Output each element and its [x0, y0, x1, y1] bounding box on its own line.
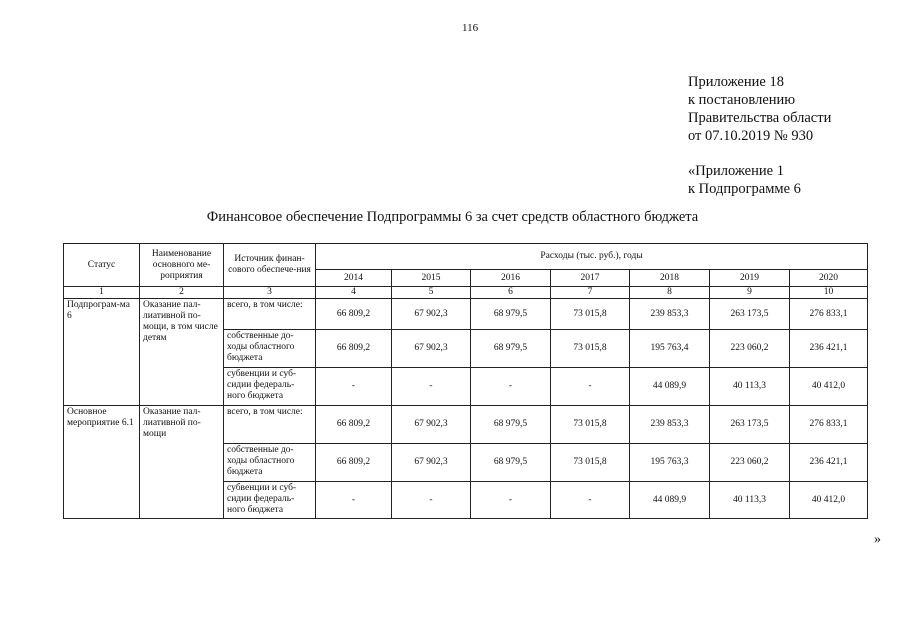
- value-cell: 223 060,2: [710, 444, 790, 482]
- value-cell: 66 809,2: [316, 444, 392, 482]
- value-cell: 40 412,0: [790, 482, 868, 519]
- value-cell: 44 089,9: [630, 368, 710, 406]
- value-cell: -: [316, 482, 392, 519]
- value-cell: 236 421,1: [790, 330, 868, 368]
- value-cell: 73 015,8: [551, 406, 630, 444]
- value-cell: -: [551, 482, 630, 519]
- page-number: 116: [462, 22, 479, 34]
- value-cell: 40 113,3: [710, 482, 790, 519]
- value-cell: 68 979,5: [471, 299, 551, 330]
- appendix-line: «Приложение 1: [688, 163, 784, 179]
- source-cell: всего, в том числе:: [224, 406, 316, 444]
- header-year: 2020: [790, 270, 868, 287]
- closing-quote-mark: »: [874, 532, 881, 547]
- value-cell: 263 173,5: [710, 406, 790, 444]
- value-cell: 67 902,3: [392, 444, 471, 482]
- status-cell: Подпрограм-ма 6: [64, 299, 140, 406]
- table-row: [64, 406, 868, 444]
- value-cell: 73 015,8: [551, 444, 630, 482]
- document-title: Финансовое обеспечение Подпрограммы 6 за счет средств областного бюджета: [206, 209, 699, 225]
- financing-table: [63, 243, 868, 519]
- header-year: 2015: [392, 270, 471, 287]
- value-cell: 68 979,5: [471, 444, 551, 482]
- header-year: 2019: [710, 270, 790, 287]
- measure-cell: Оказание пал-лиативной по-мощи: [140, 406, 224, 519]
- source-cell: субвенции и суб-сидии федераль-ного бюджета: [224, 482, 316, 519]
- value-cell: 67 902,3: [392, 299, 471, 330]
- value-cell: 68 979,5: [471, 330, 551, 368]
- status-cell: Основное мероприятие 6.1: [64, 406, 140, 519]
- value-cell: 68 979,5: [471, 406, 551, 444]
- appendix-line: Приложение 18: [688, 74, 784, 90]
- table-row: [64, 299, 868, 330]
- header-measure: Наименование основного ме-роприятия: [140, 244, 224, 287]
- value-cell: 40 412,0: [790, 368, 868, 406]
- value-cell: 263 173,5: [710, 299, 790, 330]
- header-source: Источник финан-сового обеспече-ния: [224, 244, 316, 287]
- value-cell: 223 060,2: [710, 330, 790, 368]
- value-cell: 67 902,3: [392, 406, 471, 444]
- value-cell: 66 809,2: [316, 299, 392, 330]
- header-year: 2016: [471, 270, 551, 287]
- value-cell: 195 763,4: [630, 330, 710, 368]
- value-cell: -: [316, 368, 392, 406]
- source-cell: субвенции и суб-сидии федераль-ного бюджета: [224, 368, 316, 406]
- value-cell: 195 763,3: [630, 444, 710, 482]
- column-number: 4: [316, 287, 392, 299]
- value-cell: -: [471, 368, 551, 406]
- header-expenses: Расходы (тыс. руб.), годы: [316, 244, 868, 270]
- value-cell: 73 015,8: [551, 299, 630, 330]
- column-number-row: [64, 287, 868, 299]
- appendix-line: к Подпрограмме 6: [688, 181, 801, 197]
- appendix-line: от 07.10.2019 № 930: [688, 128, 814, 144]
- value-cell: 66 809,2: [316, 330, 392, 368]
- value-cell: 44 089,9: [630, 482, 710, 519]
- value-cell: 40 113,3: [710, 368, 790, 406]
- column-number: 10: [790, 287, 868, 299]
- value-cell: 66 809,2: [316, 406, 392, 444]
- value-cell: 73 015,8: [551, 330, 630, 368]
- header-status: Статус: [64, 244, 140, 287]
- value-cell: 236 421,1: [790, 444, 868, 482]
- appendix-line: Правительства области: [688, 110, 832, 126]
- header-year: 2018: [630, 270, 710, 287]
- column-number: 5: [392, 287, 471, 299]
- source-cell: собственные до-ходы областного бюджета: [224, 330, 316, 368]
- column-number: 6: [471, 287, 551, 299]
- header-year: 2017: [551, 270, 630, 287]
- column-number: 7: [551, 287, 630, 299]
- value-cell: -: [471, 482, 551, 519]
- header-year: 2014: [316, 270, 392, 287]
- value-cell: -: [551, 368, 630, 406]
- value-cell: -: [392, 368, 471, 406]
- value-cell: 67 902,3: [392, 330, 471, 368]
- column-number: 9: [710, 287, 790, 299]
- measure-cell: Оказание пал-лиативной по-мощи, в том числе детям: [140, 299, 224, 406]
- source-cell: собственные до-ходы областного бюджета: [224, 444, 316, 482]
- appendix-line: к постановлению: [688, 92, 796, 108]
- value-cell: 276 833,1: [790, 406, 868, 444]
- value-cell: 276 833,1: [790, 299, 868, 330]
- column-number: 2: [140, 287, 224, 299]
- value-cell: -: [392, 482, 471, 519]
- appendix-block: [688, 73, 831, 198]
- source-cell: всего, в том числе:: [224, 299, 316, 330]
- value-cell: 239 853,3: [630, 299, 710, 330]
- column-number: 1: [64, 287, 140, 299]
- column-number: 3: [224, 287, 316, 299]
- value-cell: 239 853,3: [630, 406, 710, 444]
- column-number: 8: [630, 287, 710, 299]
